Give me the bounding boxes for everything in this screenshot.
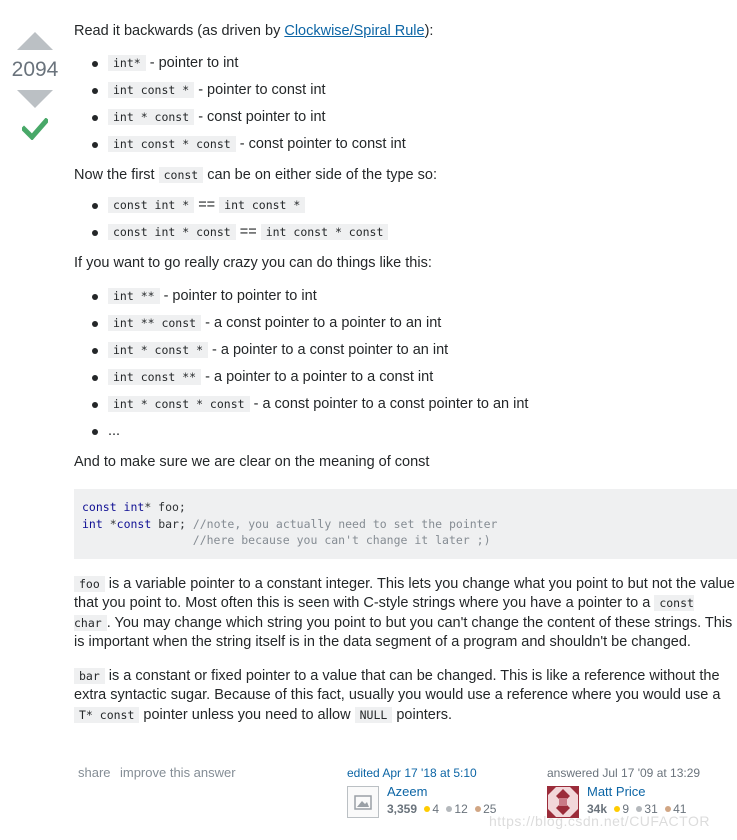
list-item: int * const * const - a const pointer to a const pointer to an int — [74, 391, 737, 418]
answered-timestamp: answered Jul 17 '09 at 13:29 — [547, 766, 701, 780]
accepted-check-icon — [0, 118, 70, 145]
list-item: int const * - pointer to const int — [74, 77, 737, 104]
list-item: const int * == int const * — [74, 192, 737, 219]
list-item: int * const * - a pointer to a const pointer to an int — [74, 337, 737, 364]
silver-badge-icon — [636, 806, 642, 812]
improve-answer-link[interactable]: improve this answer — [119, 765, 236, 780]
list-item: const int * const == int const * const — [74, 219, 737, 246]
upvote-arrow-icon[interactable] — [17, 32, 53, 50]
list-item: int ** - pointer to pointer to int — [74, 283, 737, 310]
list-item: int* - pointer to int — [74, 50, 737, 77]
const-side-paragraph: Now the first const can be on either side of the type so: — [74, 166, 437, 183]
list-item: int ** const - a const pointer to a pointer to an int — [74, 310, 737, 337]
silver-badge-icon — [446, 806, 452, 812]
spiral-rule-link[interactable]: Clockwise/Spiral Rule — [284, 23, 425, 39]
editor-name[interactable]: Azeem — [387, 784, 428, 799]
answer-body — [74, 20, 737, 725]
bar-paragraph: bar is a constant or fixed pointer to a value that can be changed. This is like a reference without the extra syntactic sugar. Because of this fact, usually you would use a reference where you would use a T* const pointer unless you need to allow NULL pointers. — [74, 667, 721, 723]
clear-meaning-paragraph: And to make sure we are clear on the meaning of const — [74, 453, 430, 470]
author-reputation: 34k 9 31 41 — [587, 802, 687, 816]
list-item: int const * const - const pointer to const int — [74, 131, 737, 158]
editor-avatar[interactable] — [347, 786, 379, 818]
gold-badge-icon — [614, 806, 620, 812]
bronze-badge-icon — [475, 806, 481, 812]
watermark: https://blog.csdn.net/CUFACTOR — [489, 813, 710, 829]
downvote-arrow-icon[interactable] — [17, 90, 53, 108]
vote-count: 2094 — [11, 58, 59, 81]
list-item: ... — [74, 418, 737, 445]
foo-paragraph: foo is a variable pointer to a constant integer. This lets you change what you point to but not the value that you point to. Most often this is seen with C-style strings where you have a pointer to a const char . You may change which string you point to but you can't change the content of these strings. This is important when the string itself is in the data segment of a program and shouldn't be changed. — [74, 575, 735, 650]
gold-badge-icon — [424, 806, 430, 812]
share-link[interactable]: share — [78, 765, 111, 780]
bronze-badge-icon — [665, 806, 671, 812]
pointer-list-2 — [74, 283, 737, 445]
vote-cell — [0, 28, 70, 145]
crazy-paragraph: If you want to go really crazy you can do things like this: — [74, 255, 432, 271]
post-menu — [78, 764, 236, 782]
pointer-list-1 — [74, 50, 737, 158]
edited-timestamp[interactable]: edited Apr 17 '18 at 5:10 — [347, 766, 477, 780]
list-item: int const ** - a pointer to a pointer to a const int — [74, 364, 737, 391]
author-name[interactable]: Matt Price — [587, 784, 646, 799]
equivalence-list — [74, 192, 737, 246]
editor-reputation: 3,359 4 12 25 — [387, 802, 497, 816]
code-block: const int* foo; int *const bar; //note, you actually need to set the pointer //here because you can't change it later ;) — [74, 489, 737, 559]
list-item: int * const - const pointer to int — [74, 104, 737, 131]
intro-paragraph: Read it backwards (as driven by Clockwise/Spiral Rule): — [74, 23, 434, 39]
